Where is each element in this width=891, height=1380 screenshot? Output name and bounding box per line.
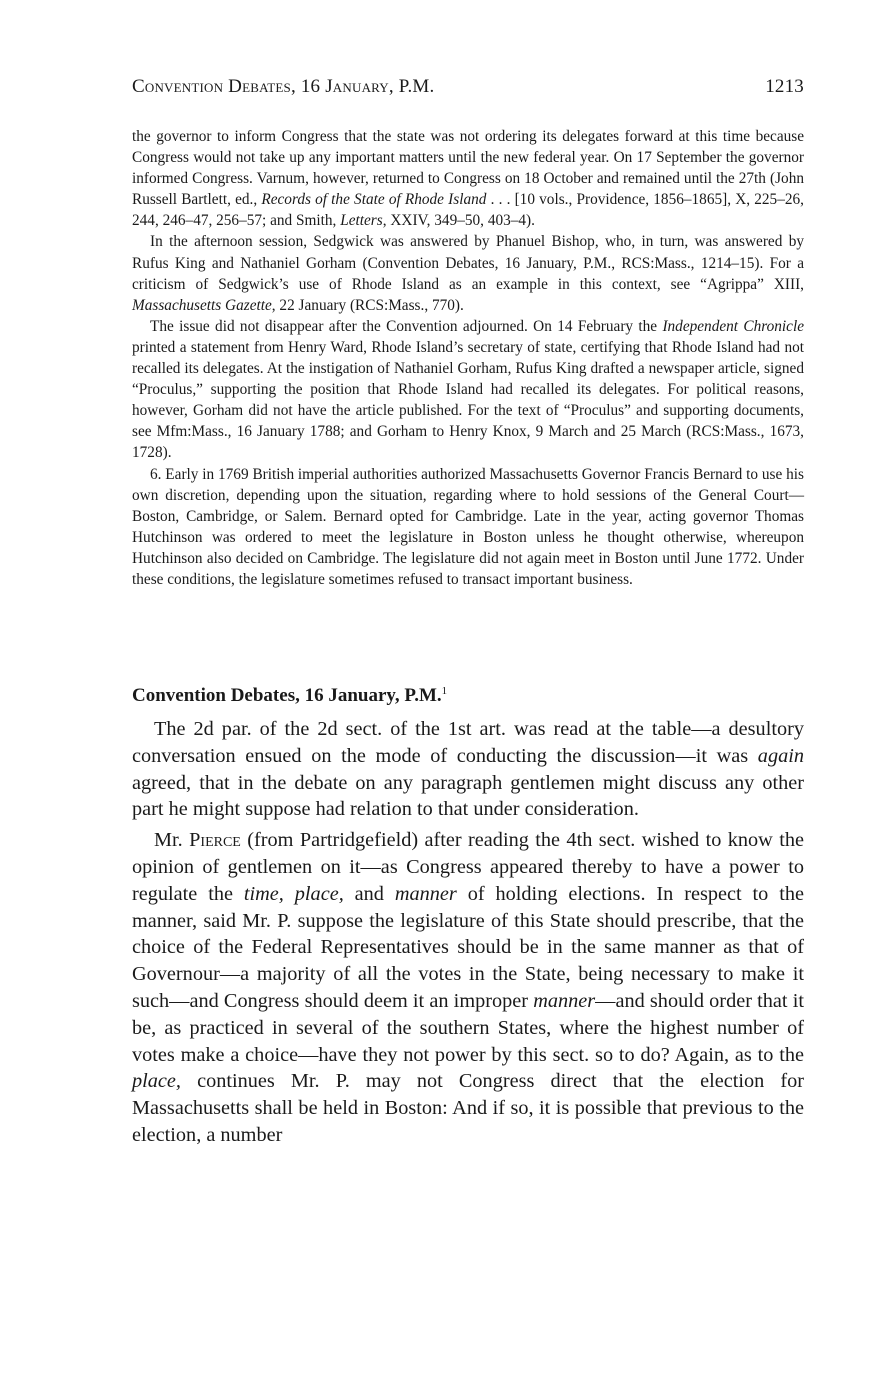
italic-title: Independent Chronicle (662, 317, 804, 335)
page-number: 1213 (765, 76, 804, 97)
italic-title: Massachusetts Gazette (132, 296, 272, 314)
debate-body (132, 716, 804, 1149)
body-paragraph: Mr. Pierce (from Partridgefield) after reading the 4th sect. wished to know the opinion of gentlemen on it—as Congress appeared thereby to have a power to regulate the time, place, and manner of holding elections. In respect to the manner, said Mr. P. suppose the legislature of this State should prescribe, that the choice of the Federal Representatives should be in the same manner as that of Governour—a majority of all the votes in the State, being necessary to make it such—and Congress should deem it an improper manner—and should order that it be, as practiced in several of the southern States, where the highest number of votes make a choice—have they not power by this sect. so to do? Again, as to the place, continues Mr. P. may not Congress direct that the election for Massachusetts shall be held in Boston: And if so, it is possible that previous to the election, a number (132, 829, 805, 1146)
note-paragraph: the governor to inform Congress that the state was not ordering its delegates forward at this time because Congress would not take up any important matters until the new federal year. On 17 September the governor informed Congress. Varnum, however, returned to Congress on 18 October and remained until the 27th (John Russell Bartlett, ed., Records of the State of Rhode Island . . . [10 vols., Providence, 1856–1865], X, 225–26, 244, 246–47, 256–57; and Smith, Letters, XXIV, 349–50, 403–4). (132, 128, 804, 230)
notes-section (132, 126, 804, 590)
section-title: Convention Debates, 16 January, P.M. (132, 685, 442, 706)
note-paragraph: In the afternoon session, Sedgwick was answered by Phanuel Bishop, who, in turn, was answered by Rufus King and Nathaniel Gorham (Convention Debates, 16 January, P.M., RCS:Mass., 1214–15). For a criticism of Sedgwick’s use of Rhode Island as an example in this context, see “Agrippa” XIII, Massachusetts Gazette, 22 January (RCS:Mass., 770). (132, 233, 804, 314)
speaker-name: Pierce (189, 829, 241, 852)
section-heading (132, 678, 804, 709)
body-paragraph: The 2d par. of the 2d sect. of the 1st art. was read at the table—a desultory conversation ensued on the mode of conducting the discussion—it was again agreed, that in the debate on any paragraph gentlemen might discuss any other part he might suppose had relation to that under consideration. (132, 718, 804, 821)
footnote-ref: 1 (441, 685, 448, 697)
italic-title: Records of the State of Rhode Island (261, 191, 487, 209)
note-6: 6. Early in 1769 British imperial authorities authorized Massachusetts Governor Francis Bernard to use his own discretion, depending upon the situation, regarding where to hold sessions of the General Court—Boston, Cambridge, or Salem. Bernard opted for Cambridge. Late in the year, acting governor Thomas Hutchinson was ordered to meet the legislature in Boston unless he thought otherwise, whereupon Hutchinson also decided on Cambridge. The legislature did not again meet in Boston until June 1772. Under these conditions, the legislature sometimes refused to transact important business. (132, 465, 804, 588)
running-title: Convention Debates, 16 January, P.M. (132, 76, 435, 97)
italic-title: Letters (340, 212, 383, 230)
note-paragraph: The issue did not disappear after the Convention adjourned. On 14 February the Independent Chronicle printed a statement from Henry Ward, Rhode Island’s secretary of state, certifying that Rhode Island had not recalled its delegates. At the instigation of Nathaniel Gorham, Rufus King drafted a newspaper article, signed “Proculus,” supporting the position that Rhode Island had recalled its delegates. For political reasons, however, Gorham did not have the article published. For the text of “Proculus” and supporting documents, see Mfm:Mass., 16 January 1788; and Gorham to Henry Knox, 9 March and 25 March (RCS:Mass., 1673, 1728). (132, 317, 804, 462)
running-head (132, 76, 804, 104)
